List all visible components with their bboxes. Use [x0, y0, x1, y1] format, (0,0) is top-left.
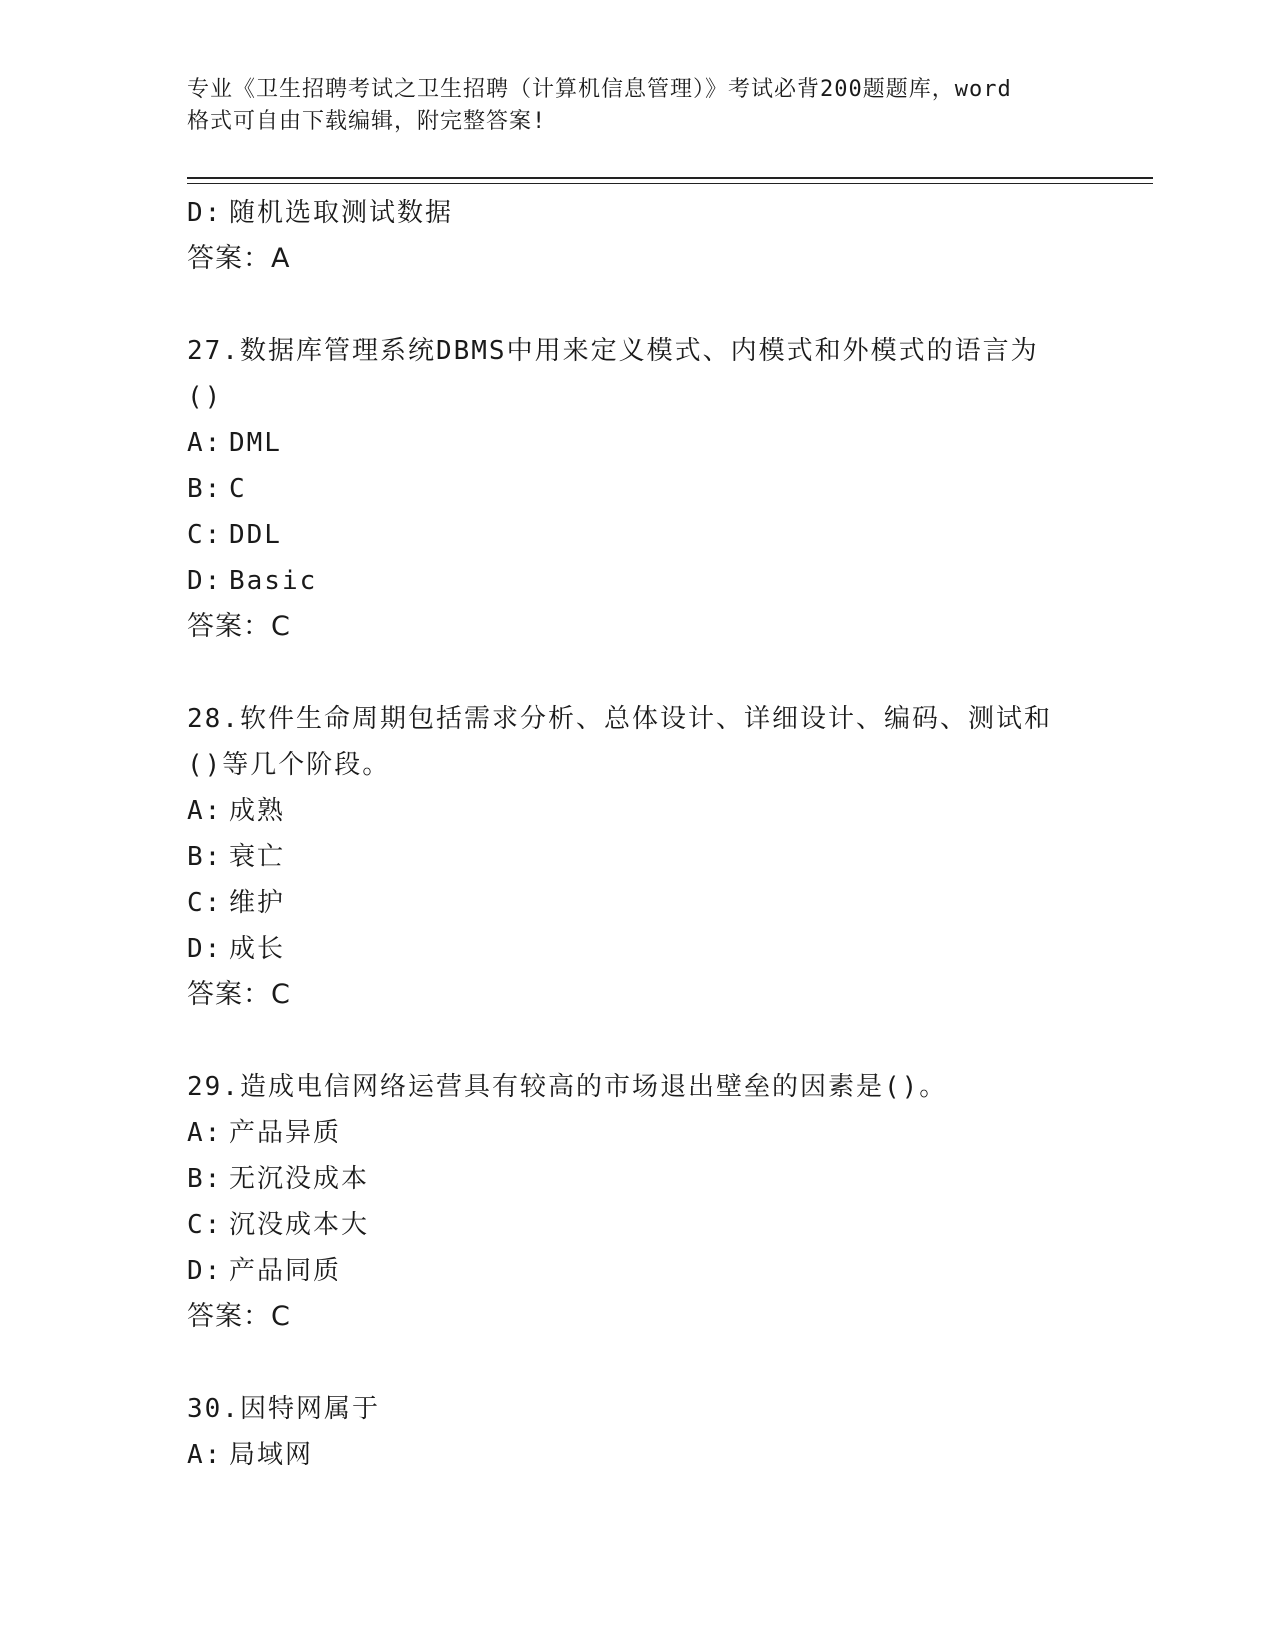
question-28 [187, 696, 1087, 1018]
question-stem-continued: () [187, 382, 223, 412]
answer-line: 答案：C [187, 611, 291, 642]
option-text: Basic [229, 566, 318, 596]
option-a [187, 1432, 1087, 1478]
option-label: D: [187, 566, 223, 596]
option-b [187, 834, 1087, 880]
option-label: B: [187, 842, 223, 872]
option-label: A: [187, 1118, 223, 1148]
option-b [187, 1156, 1087, 1202]
option-text: 产品异质 [229, 1118, 342, 1148]
answer-line: 答案：C [187, 979, 291, 1010]
option-a [187, 420, 1087, 466]
option-text: 局域网 [229, 1440, 314, 1470]
option-d [187, 558, 1087, 604]
option-text: C [229, 474, 247, 504]
header-divider-thick [187, 177, 1153, 179]
option-label: D: [187, 934, 223, 964]
option-a [187, 1110, 1087, 1156]
option-text: 随机选取测试数据 [229, 198, 454, 228]
question-stem: 27.数据库管理系统DBMS中用来定义模式、内模式和外模式的语言为 [187, 336, 1039, 366]
option-label: B: [187, 474, 223, 504]
option-label: A: [187, 428, 223, 458]
question-stem: 30.因特网属于 [187, 1394, 380, 1424]
option-text: 产品同质 [229, 1256, 342, 1286]
question-stem-continued: ()等几个阶段。 [187, 750, 391, 780]
option-c [187, 512, 1087, 558]
option-d [187, 926, 1087, 972]
option-label: A: [187, 1440, 223, 1470]
option-text: 沉没成本大 [229, 1210, 370, 1240]
question-27 [187, 328, 1087, 650]
header-line-2: 格式可自由下载编辑，附完整答案! [187, 109, 547, 134]
option-a [187, 788, 1087, 834]
question-stem: 28.软件生命周期包括需求分析、总体设计、详细设计、编码、测试和 [187, 704, 1052, 734]
question-29 [187, 1064, 1087, 1340]
option-label: C: [187, 888, 223, 918]
option-d [187, 1248, 1087, 1294]
document-header [187, 74, 1087, 138]
option-label: A: [187, 796, 223, 826]
option-d [187, 190, 1087, 236]
header-divider-thin [187, 183, 1153, 184]
option-text: DDL [229, 520, 282, 550]
question-stem: 29.造成电信网络运营具有较高的市场退出壁垒的因素是()。 [187, 1072, 948, 1102]
option-label: B: [187, 1164, 223, 1194]
question-30 [187, 1386, 1087, 1478]
header-line-1: 专业《卫生招聘考试之卫生招聘（计算机信息管理）》考试必背200题题库，word [187, 77, 1012, 102]
option-text: 成熟 [229, 796, 286, 826]
option-text: 维护 [229, 888, 286, 918]
answer-line: 答案：C [187, 1301, 291, 1332]
option-c [187, 880, 1087, 926]
option-b [187, 466, 1087, 512]
option-c [187, 1202, 1087, 1248]
option-label: D: [187, 1256, 223, 1286]
option-label: C: [187, 520, 223, 550]
answer-line: 答案：A [187, 243, 291, 274]
option-text: 成长 [229, 934, 286, 964]
option-label: D: [187, 198, 223, 228]
option-text: DML [229, 428, 282, 458]
option-text: 无沉没成本 [229, 1164, 370, 1194]
option-text: 衰亡 [229, 842, 286, 872]
question-list [187, 190, 1087, 1478]
option-label: C: [187, 1210, 223, 1240]
